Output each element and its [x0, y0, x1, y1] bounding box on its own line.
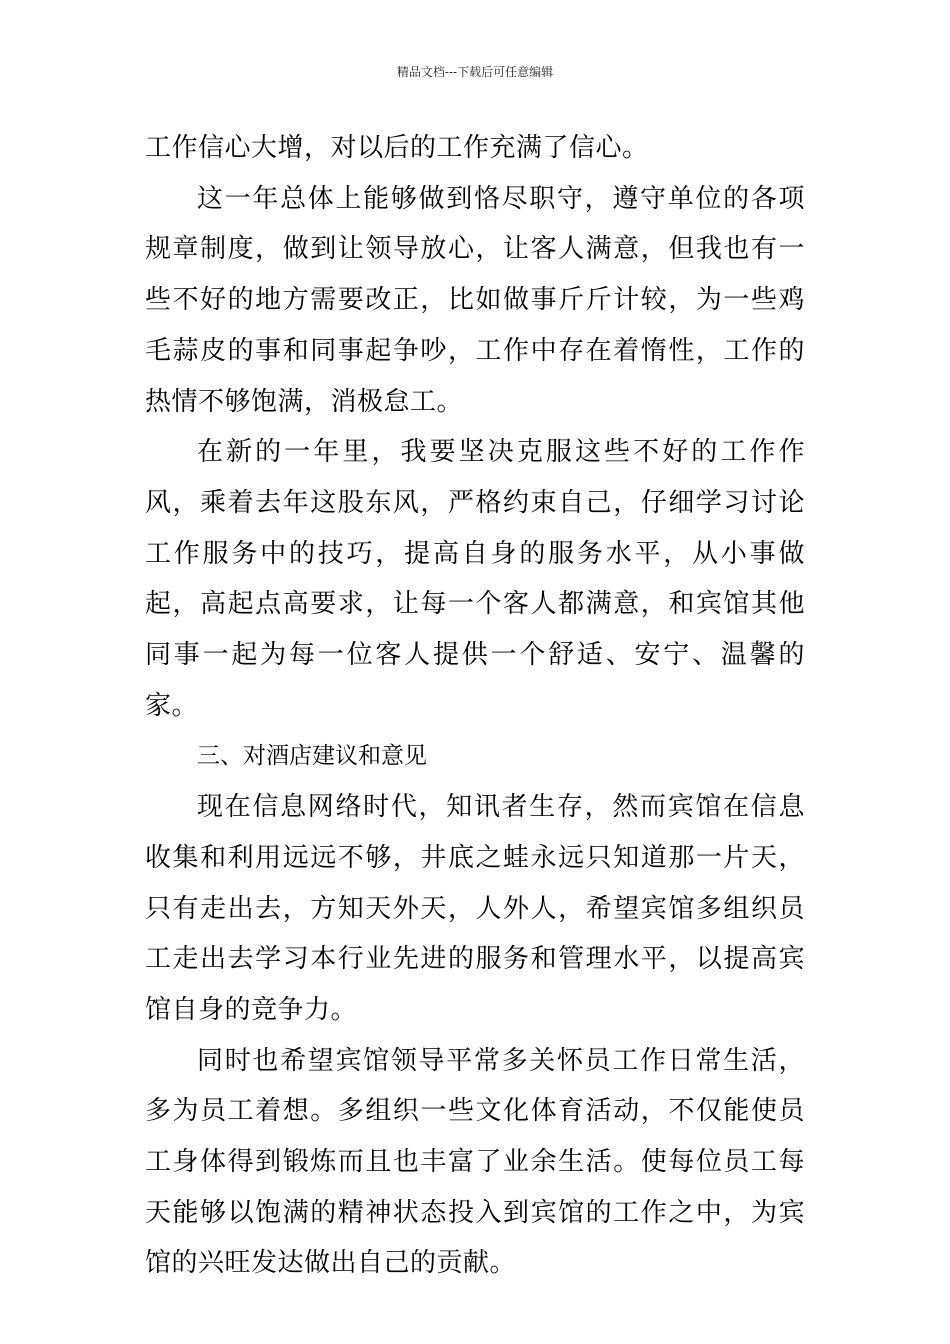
document-body — [145, 123, 805, 1289]
section-heading: 三、对酒店建议和意见 — [196, 743, 427, 770]
paragraph-self-assessment: 这一年总体上能够做到恪尽职守，遵守单位的各项规章制度，做到让领导放心，让客人满意，但我也有一些不好的地方需要改正，比如做事斤斤计较，为一些鸡毛蒜皮的事和同事起争吵，工作中存在着惰性，工作的热情不够饱满，消极怠工。 — [145, 183, 805, 417]
paragraph-continuation: 工作信心大增，对以后的工作充满了信心。 — [145, 133, 649, 163]
paragraph-staff-care-suggestion: 同时也希望宾馆领导平常多关怀员工作日常生活，多为员工着想。多组织一些文化体育活动，不仅能使员工身体得到锻炼而且也丰富了业余生活。使每位员工每天能够以饱满的精神状态投入到宾馆的工作之中，为宾馆的兴旺发达做出自己的贡献。 — [145, 1045, 805, 1279]
page-header: 精品文档---下载后可任意编辑 — [396, 65, 554, 79]
paragraph-information-suggestion: 现在信息网络时代，知讯者生存，然而宾馆在信息收集和利用远远不够，井底之蛙永远只知道那一片天，只有走出去，方知天外天，人外人，希望宾馆多组织员工走出去学习本行业先进的服务和管理水平，以提高宾馆自身的竞争力。 — [145, 792, 805, 1025]
paragraph-new-year-plan: 在新的一年里，我要坚决克服这些不好的工作作风，乘着去年这股东风，严格约束自己，仔细学习讨论工作服务中的技巧，提高自身的服务水平，从小事做起，高起点高要求，让每一个客人都满意，和宾馆其他同事一起为每一位客人提供一个舒适、安宁、温馨的家。 — [145, 437, 805, 721]
